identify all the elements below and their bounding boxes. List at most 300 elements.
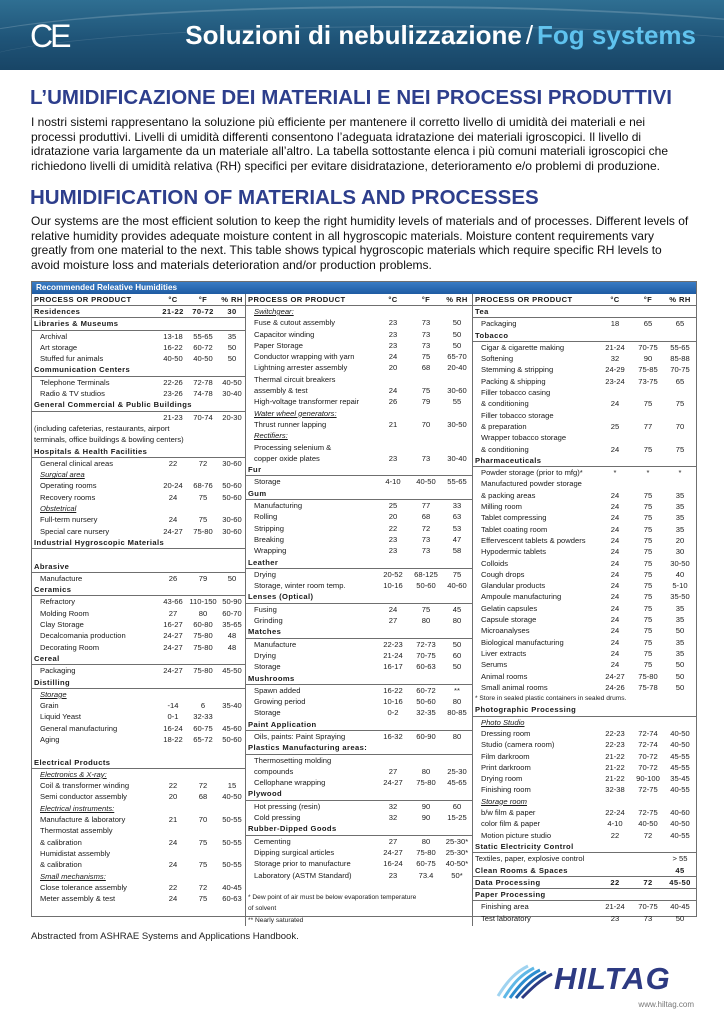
row-fahrenheit: 70-72 bbox=[638, 762, 658, 772]
row-fahrenheit: 75 bbox=[643, 581, 653, 591]
table-row bbox=[32, 893, 245, 904]
table-row bbox=[246, 419, 472, 430]
row-humidity bbox=[442, 306, 472, 317]
row-celsius bbox=[159, 825, 187, 836]
row-celsius: 22 bbox=[168, 882, 178, 892]
row-label: & calibration bbox=[40, 860, 82, 870]
table-row bbox=[32, 665, 245, 676]
row-humidity: 80 bbox=[452, 697, 462, 707]
row-fahrenheit: 75-85 bbox=[638, 365, 658, 375]
row-humidity: 50 bbox=[675, 660, 685, 670]
row-humidity: 35 bbox=[675, 615, 685, 625]
row-fahrenheit bbox=[187, 848, 219, 859]
row-humidity bbox=[219, 769, 245, 780]
row-celsius: 24 bbox=[610, 547, 620, 557]
row-celsius bbox=[376, 903, 410, 914]
table-row bbox=[32, 848, 245, 859]
table-section-row bbox=[32, 677, 245, 689]
row-celsius: 24-26 bbox=[605, 682, 625, 692]
row-label: Switchgear: bbox=[254, 307, 294, 316]
row-label: Paper Processing bbox=[475, 890, 546, 900]
row-celsius: 23-24 bbox=[605, 376, 625, 386]
table-section-row bbox=[246, 626, 472, 638]
row-fahrenheit: 73 bbox=[643, 913, 653, 923]
table-row bbox=[473, 580, 696, 591]
table-row bbox=[473, 524, 696, 535]
row-fahrenheit: 75-80 bbox=[193, 526, 213, 536]
row-fahrenheit: 74-78 bbox=[193, 389, 213, 399]
row-humidity bbox=[219, 677, 245, 688]
row-label: Molding Room bbox=[40, 608, 89, 618]
row-celsius bbox=[184, 434, 212, 445]
row-label: Packaging bbox=[481, 319, 517, 329]
table-row bbox=[473, 659, 696, 670]
row-humidity: 50 bbox=[452, 662, 462, 672]
row-label: & packing areas bbox=[481, 490, 536, 500]
row-fahrenheit: 60-72 bbox=[193, 342, 213, 352]
paragraph-english: Our systems are the most efficient solution to keep the right humidity levels of materials and of processes. Different levels of relative humidity provides adequate moisture content in all hygroscopic materials. Moisture content requirements vary greatly from one material to the next. This table shows typical hygroscopic materials which require specific RH levels to avoid moisture loss and materials deterioration and/or production problems. bbox=[31, 214, 689, 272]
row-celsius bbox=[376, 557, 410, 568]
table-row bbox=[246, 569, 472, 580]
row-label: Paint Application bbox=[248, 719, 317, 729]
table-row bbox=[246, 534, 472, 545]
table-row bbox=[246, 453, 472, 464]
row-fahrenheit bbox=[410, 742, 442, 753]
table-title: Recommended Releative Humidities bbox=[32, 282, 696, 294]
row-humidity: 30-60 bbox=[222, 526, 242, 536]
table-row bbox=[246, 812, 472, 823]
table-row bbox=[246, 836, 472, 847]
row-label: copper oxide plates bbox=[254, 453, 320, 463]
table-row bbox=[246, 523, 472, 534]
row-label: Print darkroom bbox=[481, 762, 531, 772]
row-celsius bbox=[376, 755, 410, 766]
row-fahrenheit: 75 bbox=[643, 637, 653, 647]
row-fahrenheit: 40-50 bbox=[416, 477, 436, 487]
row-label: Grinding bbox=[254, 616, 283, 626]
row-celsius: 16-17 bbox=[383, 662, 403, 672]
row-fahrenheit: 60-90 bbox=[416, 731, 436, 741]
row-label: General manufacturing bbox=[40, 723, 118, 733]
row-label: Thermostat assembly bbox=[40, 826, 113, 836]
row-celsius: 25 bbox=[610, 421, 620, 431]
row-humidity: 30-60 bbox=[447, 386, 467, 396]
hiltag-logo bbox=[494, 960, 694, 1010]
row-label: Telephone Terminals bbox=[40, 377, 110, 387]
row-label: Data Processing bbox=[475, 877, 541, 887]
row-celsius: 24 bbox=[610, 569, 620, 579]
table-header-row bbox=[32, 294, 245, 306]
row-fahrenheit: 70-75 bbox=[638, 902, 658, 912]
table-row bbox=[32, 331, 245, 342]
row-celsius: 32 bbox=[388, 813, 398, 823]
table-row bbox=[246, 639, 472, 650]
row-label: Electrical Products bbox=[34, 757, 111, 767]
row-fahrenheit: 73 bbox=[421, 318, 431, 328]
row-label: Manufacture bbox=[254, 639, 297, 649]
row-celsius: 32 bbox=[610, 354, 620, 364]
row-label: Ceramics bbox=[34, 585, 72, 595]
table-row bbox=[473, 512, 696, 523]
row-label: Filler tobacco storage bbox=[481, 410, 554, 420]
row-humidity: 50 bbox=[452, 318, 462, 328]
row-humidity: 45-55 bbox=[670, 751, 690, 761]
row-humidity: 45-60 bbox=[222, 723, 242, 733]
table-row bbox=[473, 830, 696, 841]
row-fahrenheit: 79 bbox=[198, 573, 208, 583]
row-label bbox=[32, 412, 159, 423]
row-humidity: 40-45 bbox=[670, 902, 690, 912]
row-humidity: 55-65 bbox=[670, 342, 690, 352]
row-humidity bbox=[219, 689, 245, 700]
row-humidity: 45-50 bbox=[669, 877, 691, 887]
table-row bbox=[473, 637, 696, 648]
table-section-row bbox=[246, 823, 472, 835]
row-fahrenheit: 75 bbox=[643, 592, 653, 602]
row-label: Glandular products bbox=[481, 581, 546, 591]
row-celsius: 22-24 bbox=[605, 808, 625, 818]
row-fahrenheit: 40-50 bbox=[638, 819, 658, 829]
row-label: Refractory bbox=[40, 597, 76, 607]
row-celsius: 26 bbox=[168, 573, 178, 583]
row-label: Obstetrical bbox=[40, 504, 77, 514]
row-label: Electrical instruments: bbox=[40, 803, 115, 813]
table-section-row bbox=[32, 537, 245, 549]
table-row bbox=[473, 913, 696, 924]
row-label: Storage prior to manufacture bbox=[254, 859, 351, 869]
row-fahrenheit bbox=[187, 503, 219, 514]
row-humidity: 50-55 bbox=[222, 815, 242, 825]
row-celsius bbox=[159, 757, 187, 768]
row-celsius bbox=[159, 549, 187, 560]
table-row bbox=[473, 546, 696, 557]
row-celsius: 10-16 bbox=[383, 697, 403, 707]
table-row bbox=[246, 777, 472, 788]
row-celsius bbox=[376, 719, 410, 730]
row-fahrenheit: 72-78 bbox=[193, 377, 213, 387]
row-label: Close tolerance assembly bbox=[40, 882, 127, 892]
row-humidity: 20 bbox=[675, 535, 685, 545]
row-celsius bbox=[192, 399, 220, 410]
table-row bbox=[32, 734, 245, 745]
row-fahrenheit bbox=[187, 677, 219, 688]
row-label: * Store in sealed plastic containers in sealed drums. bbox=[475, 695, 627, 703]
row-humidity bbox=[442, 626, 472, 637]
ce-mark: CE bbox=[30, 18, 69, 54]
row-humidity bbox=[664, 478, 696, 489]
table-row bbox=[32, 619, 245, 630]
row-humidity: 50-60 bbox=[222, 492, 242, 502]
table-row bbox=[246, 580, 472, 591]
row-label: Wrapper tobacco storage bbox=[481, 433, 567, 443]
row-humidity: 35 bbox=[675, 502, 685, 512]
row-humidity: 40-60 bbox=[670, 808, 690, 818]
row-fahrenheit bbox=[660, 693, 692, 704]
row-label: Grain bbox=[40, 701, 59, 711]
row-celsius bbox=[598, 853, 632, 864]
row-humidity bbox=[219, 871, 245, 882]
row-celsius bbox=[159, 561, 187, 572]
row-celsius: 21-22 bbox=[605, 774, 625, 784]
row-label: Storage bbox=[254, 662, 281, 672]
table-section-row bbox=[246, 788, 472, 800]
row-label: Drying room bbox=[481, 774, 523, 784]
row-label: Processing selenium & bbox=[254, 442, 332, 452]
row-fahrenheit: 75 bbox=[643, 502, 653, 512]
row-label: Small animal rooms bbox=[481, 682, 548, 692]
table-row bbox=[246, 707, 472, 718]
row-fahrenheit: 80 bbox=[198, 608, 208, 618]
row-label: Plastics Manufacturing areas: bbox=[248, 743, 368, 753]
row-label: Cementing bbox=[254, 836, 291, 846]
row-humidity: 50 bbox=[227, 354, 237, 364]
row-label: Finishing room bbox=[481, 785, 531, 795]
row-celsius: 24 bbox=[168, 837, 178, 847]
table-row bbox=[32, 353, 245, 364]
row-humidity: 45-65 bbox=[447, 778, 467, 788]
row-fahrenheit: 75 bbox=[643, 535, 653, 545]
table-row bbox=[473, 614, 696, 625]
row-fahrenheit bbox=[410, 408, 442, 419]
row-label bbox=[32, 549, 159, 560]
row-celsius bbox=[598, 330, 632, 341]
table-row bbox=[246, 696, 472, 707]
row-fahrenheit: 60-80 bbox=[193, 620, 213, 630]
table-row bbox=[473, 342, 696, 353]
row-label: Thermosetting molding bbox=[254, 755, 332, 765]
row-celsius bbox=[598, 865, 632, 876]
row-fahrenheit: 75 bbox=[421, 352, 431, 362]
row-fahrenheit: 75-80 bbox=[193, 642, 213, 652]
row-celsius: 16-24 bbox=[383, 859, 403, 869]
row-label: Matches bbox=[248, 627, 282, 637]
row-label: Studio (camera room) bbox=[481, 740, 555, 750]
row-label: Manufacturing bbox=[254, 501, 303, 511]
row-fahrenheit: 75 bbox=[421, 604, 431, 614]
row-celsius bbox=[159, 803, 187, 814]
row-celsius: 21-24 bbox=[605, 342, 625, 352]
row-celsius bbox=[376, 742, 410, 753]
header-banner bbox=[0, 0, 724, 70]
row-label: Spawn added bbox=[254, 685, 301, 695]
website-url: www.hiltag.com bbox=[638, 1000, 694, 1009]
row-fahrenheit: 75 bbox=[643, 626, 653, 636]
row-humidity: 70 bbox=[675, 421, 685, 431]
row-fahrenheit: 68-76 bbox=[193, 481, 213, 491]
row-fahrenheit: 50-60 bbox=[416, 581, 436, 591]
header-c: °C bbox=[168, 295, 178, 304]
row-fahrenheit bbox=[187, 745, 219, 756]
row-humidity bbox=[219, 745, 245, 756]
row-fahrenheit: 75-78 bbox=[638, 682, 658, 692]
row-celsius: 18 bbox=[610, 319, 620, 329]
row-fahrenheit: 75 bbox=[643, 444, 653, 454]
row-fahrenheit: 72 bbox=[421, 523, 431, 533]
row-celsius: 20-52 bbox=[383, 569, 403, 579]
row-celsius: 24-27 bbox=[383, 847, 403, 857]
table-row bbox=[246, 476, 472, 487]
table-row bbox=[473, 693, 696, 704]
row-celsius: 16-27 bbox=[163, 620, 183, 630]
row-fahrenheit: 75-80 bbox=[416, 847, 436, 857]
row-label: & conditioning bbox=[481, 399, 529, 409]
row-fahrenheit: 60-75 bbox=[193, 723, 213, 733]
row-celsius bbox=[159, 871, 187, 882]
row-celsius bbox=[159, 769, 187, 780]
row-fahrenheit: 73-75 bbox=[638, 376, 658, 386]
row-humidity bbox=[219, 364, 245, 375]
table-row bbox=[32, 526, 245, 537]
row-humidity bbox=[442, 408, 472, 419]
row-celsius: 23 bbox=[388, 534, 398, 544]
row-fahrenheit: 6 bbox=[200, 701, 206, 711]
row-humidity: 40-50 bbox=[222, 792, 242, 802]
row-celsius: 16-22 bbox=[383, 685, 403, 695]
title-separator: / bbox=[525, 20, 534, 50]
row-celsius: 24 bbox=[610, 524, 620, 534]
row-celsius: 24 bbox=[168, 492, 178, 502]
row-humidity: 35 bbox=[675, 637, 685, 647]
row-humidity: 55-65 bbox=[447, 477, 467, 487]
row-fahrenheit: 73 bbox=[421, 546, 431, 556]
row-celsius bbox=[376, 430, 410, 441]
table-row bbox=[32, 723, 245, 734]
row-label: Art storage bbox=[40, 342, 78, 352]
table-section-row bbox=[32, 584, 245, 596]
table-row bbox=[32, 423, 245, 434]
table-section-row bbox=[473, 841, 696, 853]
row-fahrenheit: 72 bbox=[198, 458, 208, 468]
row-fahrenheit bbox=[187, 803, 219, 814]
row-label: & calibration bbox=[40, 837, 82, 847]
row-humidity bbox=[442, 881, 472, 892]
row-humidity: * bbox=[678, 468, 682, 478]
row-label: Hot pressing (resin) bbox=[254, 801, 321, 811]
row-label: Tablet coating room bbox=[481, 524, 548, 534]
row-humidity: 35 bbox=[675, 490, 685, 500]
row-label: Finishing area bbox=[481, 902, 529, 912]
row-label: Fuse & cutout assembly bbox=[254, 318, 336, 328]
row-fahrenheit: 75 bbox=[643, 603, 653, 613]
table-section-row bbox=[473, 877, 696, 889]
header-c: °C bbox=[388, 295, 398, 304]
paragraph-italian: I nostri sistemi rappresentano la soluzione più efficiente per mantenere il corretto livello di umidità dei materiali e nei processi produttivi. Livelli di umidità differenti consentono l’adeguata idratazione dei materiali igroscopici. Il livello di idratazione varia largamente da un materiale all’altro. La tabella sottostante elenca i più comuni materiali igroscopici che richiedono livelli di umidità relativa (RH) specifici per evitare disidratazione, deterioramento e/o problemi di produzione. bbox=[31, 115, 669, 173]
row-humidity: 50 bbox=[452, 340, 462, 350]
row-fahrenheit bbox=[187, 446, 219, 457]
table-row bbox=[246, 362, 472, 373]
table-row bbox=[32, 711, 245, 722]
header-rh: % RH bbox=[669, 295, 691, 304]
row-humidity: 50-60 bbox=[222, 481, 242, 491]
row-label: Wrapping bbox=[254, 546, 287, 556]
table-row bbox=[32, 342, 245, 353]
row-label: Animal rooms bbox=[481, 671, 528, 681]
table-row bbox=[246, 731, 472, 742]
table-row bbox=[473, 535, 696, 546]
row-humidity bbox=[219, 549, 245, 560]
row-label: Semi conductor assembly bbox=[40, 792, 127, 802]
table-row bbox=[32, 458, 245, 469]
row-celsius: 24 bbox=[168, 860, 178, 870]
row-celsius bbox=[598, 889, 632, 900]
row-label: b/w film & paper bbox=[481, 808, 536, 818]
table-row bbox=[246, 858, 472, 869]
row-celsius: 27 bbox=[388, 836, 398, 846]
row-label: & preparation bbox=[481, 421, 527, 431]
table-row bbox=[32, 859, 245, 870]
row-fahrenheit: 68-125 bbox=[414, 569, 438, 579]
row-celsius bbox=[376, 626, 410, 637]
row-humidity: 40 bbox=[675, 569, 685, 579]
row-celsius: 4-10 bbox=[607, 819, 623, 829]
header-process: PROCESS OR PRODUCT bbox=[34, 295, 132, 304]
row-fahrenheit bbox=[187, 318, 219, 329]
table-row bbox=[246, 604, 472, 615]
row-label: Microanalyses bbox=[481, 626, 530, 636]
row-humidity: 35-65 bbox=[222, 620, 242, 630]
table-row bbox=[32, 573, 245, 584]
row-humidity: 50-60 bbox=[222, 734, 242, 744]
row-label: Textiles, paper, explosive control bbox=[475, 854, 585, 864]
row-humidity bbox=[664, 306, 696, 317]
row-celsius: 24 bbox=[610, 592, 620, 602]
row-humidity: 40-50 bbox=[222, 377, 242, 387]
table-section-row bbox=[473, 865, 696, 877]
row-fahrenheit: 75 bbox=[643, 524, 653, 534]
row-label: Film darkroom bbox=[481, 751, 530, 761]
row-celsius: 40-50 bbox=[163, 354, 183, 364]
row-fahrenheit: 72-74 bbox=[638, 740, 658, 750]
table-section-row bbox=[246, 488, 472, 500]
row-label: Oils, paints: Paint Spraying bbox=[254, 731, 346, 741]
row-celsius: 22-23 bbox=[383, 639, 403, 649]
row-label: Clay Storage bbox=[40, 620, 84, 630]
table-row bbox=[32, 377, 245, 388]
table-section-row bbox=[473, 704, 696, 716]
row-celsius bbox=[598, 841, 632, 852]
row-fahrenheit: 75 bbox=[643, 558, 653, 568]
row-humidity: 65-70 bbox=[447, 352, 467, 362]
row-fahrenheit bbox=[632, 865, 664, 876]
row-humidity bbox=[442, 755, 472, 766]
row-label: Tobacco bbox=[475, 330, 509, 340]
row-fahrenheit: 72 bbox=[643, 830, 653, 840]
table-row bbox=[32, 814, 245, 825]
row-label bbox=[246, 881, 376, 892]
row-humidity: 55 bbox=[452, 397, 462, 407]
row-celsius: 24 bbox=[610, 615, 620, 625]
row-fahrenheit bbox=[187, 871, 219, 882]
row-humidity: 30 bbox=[675, 547, 685, 557]
row-humidity: 50 bbox=[452, 639, 462, 649]
row-humidity bbox=[664, 387, 696, 398]
row-humidity bbox=[442, 719, 472, 730]
row-humidity: 25-30 bbox=[447, 766, 467, 776]
row-humidity: 40-60 bbox=[447, 581, 467, 591]
table-row bbox=[473, 603, 696, 614]
row-humidity: 40-50 bbox=[670, 819, 690, 829]
table-row bbox=[246, 317, 472, 328]
row-label: Leather bbox=[248, 557, 279, 567]
row-label: compounds bbox=[254, 766, 294, 776]
table-row bbox=[473, 318, 696, 329]
row-fahrenheit bbox=[410, 442, 442, 453]
row-humidity bbox=[442, 374, 472, 385]
table-row bbox=[473, 796, 696, 807]
row-humidity bbox=[442, 742, 472, 753]
row-label: Gelatin capsules bbox=[481, 603, 538, 613]
row-fahrenheit bbox=[187, 769, 219, 780]
